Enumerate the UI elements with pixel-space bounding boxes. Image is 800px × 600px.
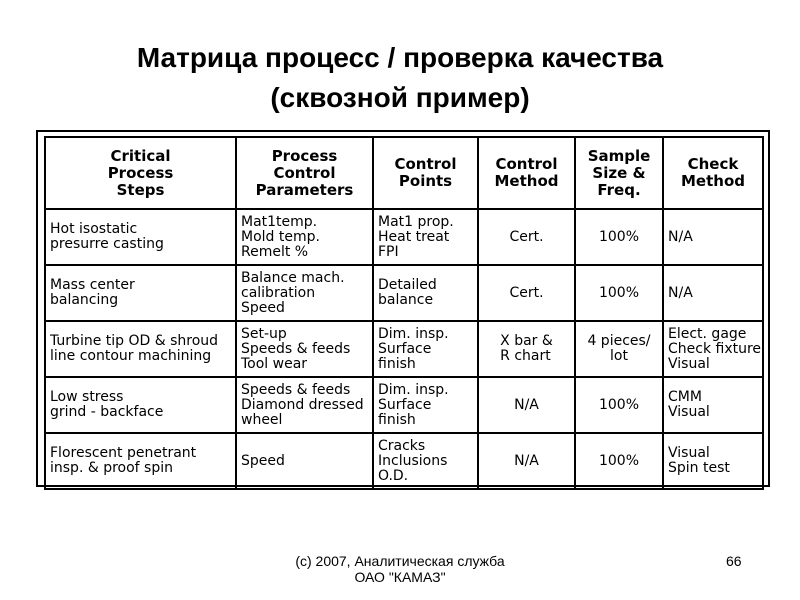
cell-line: Surface — [378, 340, 432, 357]
cell-line: N/A — [514, 396, 539, 413]
cell-line: Turbine tip OD & shroud — [50, 333, 219, 349]
cell-line: Cracks — [378, 437, 426, 454]
cell-sample-size — [575, 433, 663, 489]
cell-line: Inclusions — [378, 452, 448, 469]
cell-line: Tool wear — [241, 355, 308, 372]
cell-control-points — [373, 433, 478, 489]
header-line: Steps — [116, 180, 165, 199]
cell-control-method — [478, 265, 575, 321]
cell-check-method — [663, 209, 763, 265]
cell-line: N/A — [668, 228, 693, 245]
cell-line: Check fixture — [668, 340, 762, 357]
footer-organization — [250, 553, 550, 585]
cell-line: 100% — [598, 452, 640, 469]
table-row — [45, 433, 763, 489]
header-sample-size-freq — [575, 137, 663, 209]
header-line: Size & — [592, 163, 646, 182]
table-row — [45, 321, 763, 377]
cell-sample-size — [575, 265, 663, 321]
cell-line: Set-up — [241, 325, 287, 342]
cell-line: Surface — [378, 396, 432, 413]
slide-title-line-2: (сквозной пример) — [270, 82, 530, 113]
header-line: Process — [107, 163, 174, 182]
table-body — [45, 209, 763, 489]
table-row — [45, 209, 763, 265]
cell-sample-size — [575, 209, 663, 265]
cell-line: Speeds & feeds — [241, 381, 351, 398]
header-line: Control — [394, 155, 457, 173]
header-line: Freq. — [597, 180, 641, 199]
cell-check-method — [663, 433, 763, 489]
cell-control-points — [373, 321, 478, 377]
cell-line: Visual — [668, 445, 710, 461]
cell-line: lot — [610, 348, 628, 364]
footer-org-line-1: (c) 2007, Аналитическая служба — [295, 553, 505, 569]
header-line: Method — [681, 172, 745, 190]
header-line: Control — [495, 155, 558, 173]
cell-line: Elect. gage — [668, 325, 747, 342]
cell-control-method — [478, 377, 575, 433]
cell-line: 100% — [598, 284, 640, 301]
slide-title — [0, 38, 800, 118]
cell-line: N/A — [668, 284, 693, 301]
cell-control-method — [478, 209, 575, 265]
cell-control-points — [373, 377, 478, 433]
cell-line: finish — [378, 355, 416, 372]
cell-line: FPI — [378, 243, 399, 260]
header-line: Check — [687, 155, 739, 173]
header-critical-process-steps — [45, 137, 236, 209]
cell-control-parameters — [236, 321, 373, 377]
cell-line: O.D. — [378, 467, 409, 484]
cell-line: Florescent penetrant — [50, 445, 197, 461]
cell-line: line contour machining — [50, 348, 212, 364]
cell-process-step — [45, 433, 236, 489]
cell-line: presurre casting — [50, 236, 164, 252]
xbar-chart-label — [500, 334, 553, 364]
header-line: Points — [398, 172, 453, 190]
cell-check-method — [663, 321, 763, 377]
cell-line: grind - backface — [50, 404, 164, 420]
cell-line: Speed — [241, 452, 285, 469]
header-line: Parameters — [255, 180, 354, 199]
cell-line: wheel — [241, 411, 283, 428]
table-row — [45, 377, 763, 433]
cell-check-method — [663, 265, 763, 321]
cell-line: Balance mach. — [241, 269, 345, 286]
slide-title-line-1: Матрица процесс / проверка качества — [136, 42, 664, 73]
cell-line: Mass center — [50, 277, 135, 293]
cell-line: X bar & — [500, 333, 553, 349]
cell-line: Mat1 prop. — [378, 213, 454, 230]
cell-process-step — [45, 377, 236, 433]
cell-line: Low stress — [50, 389, 124, 405]
cell-line: Spin test — [668, 460, 730, 476]
header-line: Process — [271, 146, 338, 165]
cell-line: Visual — [668, 404, 710, 420]
cell-sample-size — [575, 377, 663, 433]
cell-line: 100% — [598, 396, 640, 413]
header-line: Control — [273, 163, 336, 182]
table-header-row — [45, 137, 763, 209]
cell-sample-size — [575, 321, 663, 377]
cell-line: insp. & proof spin — [50, 460, 173, 476]
cell-line: balancing — [50, 292, 119, 308]
cell-control-parameters — [236, 377, 373, 433]
cell-line: Diamond dressed — [241, 396, 364, 413]
cell-line: Visual — [668, 355, 710, 372]
cell-control-parameters — [236, 433, 373, 489]
cell-control-method — [478, 321, 575, 377]
cell-process-step — [45, 321, 236, 377]
cell-check-method — [663, 377, 763, 433]
cell-process-step — [45, 265, 236, 321]
footer-org-line-2: ОАО "КАМАЗ" — [354, 569, 446, 585]
header-line: Method — [494, 172, 559, 190]
cell-line: calibration — [241, 284, 316, 301]
cell-line: Speeds & feeds — [241, 340, 351, 357]
cell-control-method — [478, 433, 575, 489]
cell-line: Cert. — [509, 284, 544, 301]
cell-line: CMM — [668, 389, 702, 405]
cell-line: Speed — [241, 299, 285, 316]
cell-control-parameters — [236, 209, 373, 265]
cell-line: Mold temp. — [241, 228, 320, 245]
cell-line: finish — [378, 411, 416, 428]
cell-line: Remelt % — [241, 243, 309, 260]
cell-line: N/A — [514, 452, 539, 469]
matrix-table-frame — [36, 130, 770, 487]
header-line: Critical — [110, 146, 171, 165]
cell-control-points — [373, 209, 478, 265]
table-row — [45, 265, 763, 321]
cell-control-points — [373, 265, 478, 321]
cell-line: Heat treat — [378, 228, 450, 245]
cell-line: Dim. insp. — [378, 325, 449, 342]
process-quality-matrix-table — [44, 136, 764, 490]
cell-line: 4 pieces/ — [587, 333, 651, 349]
cell-line: Cert. — [509, 228, 544, 245]
header-process-control-parameters — [236, 137, 373, 209]
cell-process-step — [45, 209, 236, 265]
cell-line: Detailed — [378, 277, 437, 293]
cell-line: Mat1temp. — [241, 213, 318, 230]
cell-line: balance — [378, 292, 434, 308]
cell-line: 100% — [598, 228, 640, 245]
header-check-method — [663, 137, 763, 209]
cell-control-parameters — [236, 265, 373, 321]
header-control-method — [478, 137, 575, 209]
page-number: 66 — [726, 553, 742, 569]
header-control-points — [373, 137, 478, 209]
cell-line: Hot isostatic — [50, 221, 138, 237]
cell-line: R chart — [500, 348, 551, 364]
cell-line: Dim. insp. — [378, 381, 449, 398]
header-line: Sample — [587, 146, 651, 165]
